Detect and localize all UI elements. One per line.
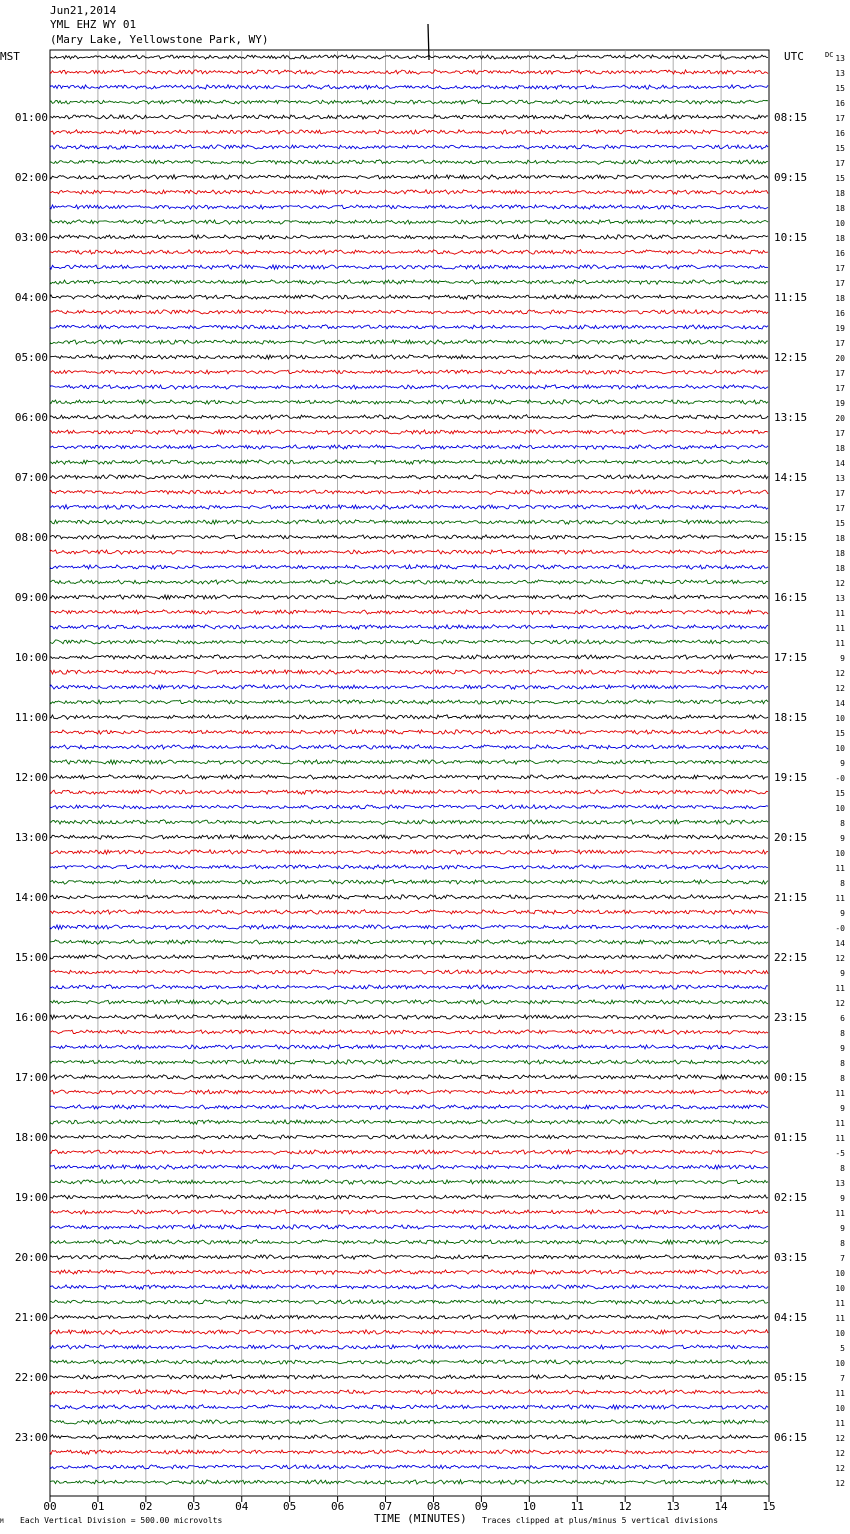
seismic-trace — [50, 1390, 768, 1394]
dc-offset-label: 14 — [835, 939, 845, 948]
dc-offset-label: 18 — [835, 534, 845, 543]
seismic-trace — [50, 1345, 768, 1349]
dc-offset-label: 12 — [835, 1434, 845, 1443]
dc-offset-label: 16 — [835, 309, 845, 318]
seismic-trace — [50, 580, 768, 585]
dc-offset-label: 17 — [835, 384, 845, 393]
dc-offset-label: 15 — [835, 84, 845, 93]
seismic-trace — [50, 805, 768, 809]
seismic-trace — [50, 400, 768, 404]
seismic-trace — [50, 1300, 768, 1304]
seismic-trace — [50, 1045, 768, 1049]
dc-offset-label: -0 — [835, 774, 845, 783]
seismic-trace — [50, 745, 768, 750]
dc-offset-label: 15 — [835, 729, 845, 738]
seismic-trace — [50, 850, 768, 854]
seismic-trace — [50, 1255, 768, 1259]
seismic-trace — [50, 1195, 768, 1199]
seismic-trace — [50, 910, 768, 915]
seismic-trace — [50, 55, 768, 59]
dc-offset-label: 11 — [835, 1089, 845, 1098]
utc-hour-label: 20:15 — [774, 831, 808, 844]
x-tick-label: 10 — [522, 1500, 536, 1513]
dc-offset-label: 18 — [835, 189, 845, 198]
clip-footer: Traces clipped at plus/minus 5 vertical divisions — [482, 1516, 719, 1525]
dc-offset-label: 16 — [835, 249, 845, 258]
seismic-trace — [50, 355, 768, 359]
seismic-trace — [50, 1420, 768, 1424]
seismic-trace — [50, 700, 768, 704]
utc-hour-label: 15:15 — [774, 531, 808, 544]
seismic-trace — [50, 1450, 768, 1455]
dc-offset-label: 16 — [835, 129, 845, 138]
mst-hour-label: 19:00 — [14, 1191, 48, 1204]
seismic-trace — [50, 370, 768, 374]
seismic-trace — [50, 775, 768, 779]
seismic-trace — [50, 385, 768, 390]
dc-offset-label: 15 — [835, 174, 845, 183]
utc-hour-label: 02:15 — [774, 1191, 808, 1204]
seismic-trace — [50, 310, 768, 314]
utc-hour-label: 21:15 — [774, 891, 808, 904]
seismic-trace — [50, 160, 768, 165]
x-tick-label: 09 — [474, 1500, 489, 1513]
seismic-trace — [50, 1030, 768, 1034]
seismic-trace — [50, 220, 768, 225]
mst-hour-label: 03:00 — [14, 231, 48, 244]
seismic-trace — [50, 70, 768, 74]
dc-offset-label: 17 — [835, 504, 845, 513]
utc-hour-label: 00:15 — [774, 1071, 808, 1084]
seismic-trace — [50, 130, 768, 134]
dc-offset-label: 13 — [835, 1179, 845, 1188]
seismic-trace — [50, 865, 768, 869]
seismic-trace — [50, 1270, 768, 1274]
seismic-trace — [50, 490, 768, 495]
seismic-trace — [50, 535, 768, 539]
x-tick-label: 01 — [91, 1500, 105, 1513]
mst-hour-label: 23:00 — [14, 1431, 48, 1444]
dc-offset-label: -5 — [835, 1149, 845, 1158]
scale-footer: Each Vertical Division = 500.00 microvolts — [20, 1516, 223, 1525]
seismic-trace — [50, 1465, 768, 1469]
dc-offset-label: 13 — [835, 69, 845, 78]
dc-offset-label: 11 — [835, 1209, 845, 1218]
utc-hour-label: 11:15 — [774, 291, 808, 304]
seismic-trace — [50, 1000, 768, 1004]
seismic-trace — [50, 1225, 768, 1229]
dc-offset-label: 11 — [835, 609, 845, 618]
mst-hour-label: 09:00 — [14, 591, 48, 604]
seismic-trace — [50, 640, 768, 644]
x-tick-label: 05 — [283, 1500, 297, 1513]
utc-hour-label: 23:15 — [774, 1011, 808, 1024]
mst-hour-label: 01:00 — [14, 111, 48, 124]
dc-offset-label: 13 — [835, 54, 845, 63]
dc-offset-label: 8 — [840, 1059, 845, 1068]
utc-hour-label: 18:15 — [774, 711, 808, 724]
mst-hour-label: 06:00 — [14, 411, 48, 424]
dc-offset-label: 10 — [835, 849, 845, 858]
dc-offset-label: 10 — [835, 1269, 845, 1278]
dc-offset-label: 9 — [840, 759, 845, 768]
seismic-trace — [50, 955, 768, 960]
seismic-trace — [50, 820, 768, 825]
seismic-trace — [50, 655, 768, 660]
dc-offset-label: 17 — [835, 264, 845, 273]
mst-hour-label: 22:00 — [14, 1371, 48, 1384]
mst-hour-label: 16:00 — [14, 1011, 48, 1024]
dc-offset-label: 9 — [840, 1194, 845, 1203]
x-tick-label: 08 — [426, 1500, 441, 1513]
dc-offset-label: 12 — [835, 954, 845, 963]
seismic-trace — [50, 100, 768, 104]
seismic-trace — [50, 145, 768, 149]
seismic-trace — [50, 1075, 768, 1080]
dc-offset-label: 10 — [835, 1359, 845, 1368]
dc-offset-label: 10 — [835, 1329, 845, 1338]
dc-offset-label: 17 — [835, 489, 845, 498]
dc-offset-label: 8 — [840, 819, 845, 828]
dc-offset-label: 6 — [840, 1014, 845, 1023]
dc-offset-label: 11 — [835, 1314, 845, 1323]
x-axis-title: TIME (MINUTES) — [374, 1512, 467, 1525]
dc-column-label: DC — [825, 51, 834, 59]
seismic-trace — [50, 520, 768, 524]
mst-hour-label: 14:00 — [14, 891, 48, 904]
seismic-trace — [50, 295, 768, 300]
dc-offset-label: 9 — [840, 909, 845, 918]
dc-offset-label: 11 — [835, 639, 845, 648]
mst-hour-label: 07:00 — [14, 471, 48, 484]
seismic-trace — [50, 235, 768, 239]
seismic-trace — [50, 685, 768, 689]
dc-offset-label: 12 — [835, 1464, 845, 1473]
dc-offset-label: 17 — [835, 279, 845, 288]
mst-hour-label: 12:00 — [14, 771, 48, 784]
seismic-trace — [50, 550, 768, 555]
utc-hour-label: 16:15 — [774, 591, 808, 604]
dc-offset-label: 11 — [835, 1389, 845, 1398]
mst-hour-label: 15:00 — [14, 951, 48, 964]
seismic-trace — [50, 1435, 768, 1439]
station-code: YML EHZ WY 01 — [50, 18, 137, 31]
dc-offset-label: 17 — [835, 429, 845, 438]
dc-offset-label: 10 — [835, 219, 845, 228]
x-tick-label: 14 — [714, 1500, 728, 1513]
mst-hour-label: 21:00 — [14, 1311, 48, 1324]
dc-offset-label: 16 — [835, 99, 845, 108]
seismic-trace — [50, 1375, 768, 1379]
x-tick-label: 00 — [43, 1500, 57, 1513]
dc-offset-label: 5 — [840, 1344, 845, 1353]
seismic-trace — [50, 595, 768, 599]
seismic-trace — [50, 730, 768, 734]
seismic-trace — [50, 835, 768, 839]
dc-offset-label: 12 — [835, 999, 845, 1008]
seismic-trace — [50, 715, 768, 720]
mst-hour-label: 11:00 — [14, 711, 48, 724]
x-tick-label: 11 — [570, 1500, 584, 1513]
seismic-trace — [50, 265, 768, 269]
dc-offset-label: 13 — [835, 474, 845, 483]
seismic-trace — [50, 1405, 768, 1410]
utc-hour-label: 13:15 — [774, 411, 808, 424]
mst-hour-label: 17:00 — [14, 1071, 48, 1084]
seismic-trace — [50, 1105, 768, 1109]
seismic-trace — [50, 1285, 768, 1290]
seismic-trace — [50, 880, 768, 884]
utc-hour-label: 04:15 — [774, 1311, 808, 1324]
dc-offset-label: 11 — [835, 1419, 845, 1428]
event-spike — [428, 24, 429, 60]
dc-offset-label: 7 — [840, 1374, 845, 1383]
seismic-trace — [50, 610, 768, 614]
dc-offset-label: 11 — [835, 1299, 845, 1308]
dc-offset-label: 9 — [840, 834, 845, 843]
dc-offset-label: 19 — [835, 324, 845, 333]
dc-offset-label: 12 — [835, 579, 845, 588]
utc-hour-label: 22:15 — [774, 951, 808, 964]
dc-offset-label: 9 — [840, 969, 845, 978]
seismic-trace — [50, 505, 768, 509]
x-tick-label: 04 — [235, 1500, 249, 1513]
dc-offset-label: 8 — [840, 879, 845, 888]
chart-date: Jun21,2014 — [50, 4, 117, 17]
dc-offset-label: 8 — [840, 1074, 845, 1083]
dc-offset-label: 10 — [835, 714, 845, 723]
seismic-trace — [50, 475, 768, 479]
mst-hour-label: 05:00 — [14, 351, 48, 364]
utc-hour-label: 05:15 — [774, 1371, 808, 1384]
dc-offset-label: 18 — [835, 444, 845, 453]
dc-offset-label: 18 — [835, 549, 845, 558]
dc-offset-label: 18 — [835, 294, 845, 303]
dc-offset-label: 11 — [835, 1119, 845, 1128]
seismic-trace — [50, 1360, 768, 1364]
dc-offset-label: 12 — [835, 1449, 845, 1458]
mst-hour-label: 18:00 — [14, 1131, 48, 1144]
utc-hour-label: 12:15 — [774, 351, 808, 364]
seismic-trace — [50, 895, 768, 899]
dc-offset-label: 18 — [835, 564, 845, 573]
seismic-trace — [50, 1210, 768, 1214]
dc-offset-label: 11 — [835, 624, 845, 633]
utc-hour-label: 01:15 — [774, 1131, 808, 1144]
dc-offset-label: 12 — [835, 684, 845, 693]
dc-offset-label: 17 — [835, 114, 845, 123]
seismic-trace — [50, 760, 768, 764]
seismic-trace — [50, 430, 768, 434]
mst-axis-label: MST — [0, 50, 20, 63]
seismic-trace — [50, 1240, 768, 1245]
seismic-trace — [50, 445, 768, 449]
mst-hour-label: 10:00 — [14, 651, 48, 664]
x-tick-label: 07 — [378, 1500, 393, 1513]
seismic-trace — [50, 1330, 768, 1335]
utc-hour-label: 14:15 — [774, 471, 808, 484]
dc-offset-label: 8 — [840, 1164, 845, 1173]
dc-offset-label: 9 — [840, 1104, 845, 1113]
dc-offset-label: 20 — [835, 414, 845, 423]
dc-offset-label: 18 — [835, 234, 845, 243]
station-location: (Mary Lake, Yellowstone Park, WY) — [50, 33, 269, 46]
seismic-trace — [50, 565, 768, 569]
seismic-trace — [50, 970, 768, 974]
dc-offset-label: 17 — [835, 339, 845, 348]
dc-offset-label: 11 — [835, 864, 845, 873]
dc-offset-label: 13 — [835, 594, 845, 603]
x-tick-label: 03 — [187, 1500, 201, 1513]
dc-offset-label: 15 — [835, 144, 845, 153]
seismic-trace — [50, 1120, 768, 1125]
seismic-trace — [50, 1165, 768, 1169]
utc-hour-label: 08:15 — [774, 111, 808, 124]
dc-offset-label: 10 — [835, 804, 845, 813]
x-tick-label: 15 — [762, 1500, 776, 1513]
seismic-trace — [50, 670, 768, 674]
seismic-trace — [50, 1090, 768, 1094]
dc-offset-label: 8 — [840, 1239, 845, 1248]
seismic-trace — [50, 1060, 768, 1064]
mst-hour-label: 20:00 — [14, 1251, 48, 1264]
dc-offset-label: 11 — [835, 894, 845, 903]
dc-offset-label: 10 — [835, 744, 845, 753]
dc-offset-label: 12 — [835, 1479, 845, 1488]
seismic-trace — [50, 1015, 768, 1019]
dc-offset-label: 14 — [835, 459, 845, 468]
seismic-trace — [50, 1180, 768, 1184]
dc-offset-label: 9 — [840, 1224, 845, 1233]
seismic-trace — [50, 1150, 768, 1155]
seismic-trace — [50, 625, 768, 630]
dc-offset-label: 12 — [835, 669, 845, 678]
dc-offset-label: 15 — [835, 789, 845, 798]
dc-offset-label: 8 — [840, 1029, 845, 1038]
mst-hour-label: 04:00 — [14, 291, 48, 304]
x-tick-label: 13 — [666, 1500, 680, 1513]
seismic-trace — [50, 85, 768, 89]
seismic-trace — [50, 1135, 768, 1139]
dc-offset-label: 17 — [835, 159, 845, 168]
corner-mark: M — [0, 1518, 4, 1525]
seismic-trace — [50, 790, 768, 795]
seismic-trace — [50, 190, 768, 194]
seismic-trace — [50, 250, 768, 255]
dc-offset-label: 19 — [835, 399, 845, 408]
mst-hour-label: 13:00 — [14, 831, 48, 844]
seismic-trace — [50, 115, 768, 119]
utc-hour-label: 10:15 — [774, 231, 808, 244]
dc-offset-label: 11 — [835, 1134, 845, 1143]
seismic-trace — [50, 925, 768, 929]
seismic-trace — [50, 280, 768, 284]
seismic-trace — [50, 175, 768, 179]
seismic-trace — [50, 1480, 768, 1485]
dc-offset-label: 14 — [835, 699, 845, 708]
seismic-trace — [50, 940, 768, 944]
x-tick-label: 02 — [139, 1500, 153, 1513]
x-tick-label: 12 — [618, 1500, 632, 1513]
utc-hour-label: 09:15 — [774, 171, 808, 184]
dc-offset-label: 15 — [835, 519, 845, 528]
dc-offset-label: 10 — [835, 1404, 845, 1413]
utc-hour-label: 17:15 — [774, 651, 808, 664]
mst-hour-label: 08:00 — [14, 531, 48, 544]
utc-axis-label: UTC — [784, 50, 804, 63]
dc-offset-label: 10 — [835, 1284, 845, 1293]
dc-offset-label: -0 — [835, 924, 845, 933]
seismic-trace — [50, 415, 768, 420]
utc-hour-label: 06:15 — [774, 1431, 808, 1444]
utc-hour-label: 03:15 — [774, 1251, 808, 1264]
mst-hour-label: 02:00 — [14, 171, 48, 184]
seismic-trace — [50, 460, 768, 465]
seismic-trace — [50, 985, 768, 990]
dc-offset-label: 11 — [835, 984, 845, 993]
dc-offset-label: 20 — [835, 354, 845, 363]
dc-offset-label: 17 — [835, 369, 845, 378]
dc-offset-label: 9 — [840, 1044, 845, 1053]
seismic-trace — [50, 340, 768, 344]
utc-hour-label: 19:15 — [774, 771, 808, 784]
seismic-trace — [50, 325, 768, 330]
dc-offset-label: 7 — [840, 1254, 845, 1263]
x-tick-label: 06 — [330, 1500, 345, 1513]
seismic-trace — [50, 205, 768, 209]
dc-offset-label: 9 — [840, 654, 845, 663]
dc-offset-label: 18 — [835, 204, 845, 213]
seismic-trace — [50, 1315, 768, 1320]
